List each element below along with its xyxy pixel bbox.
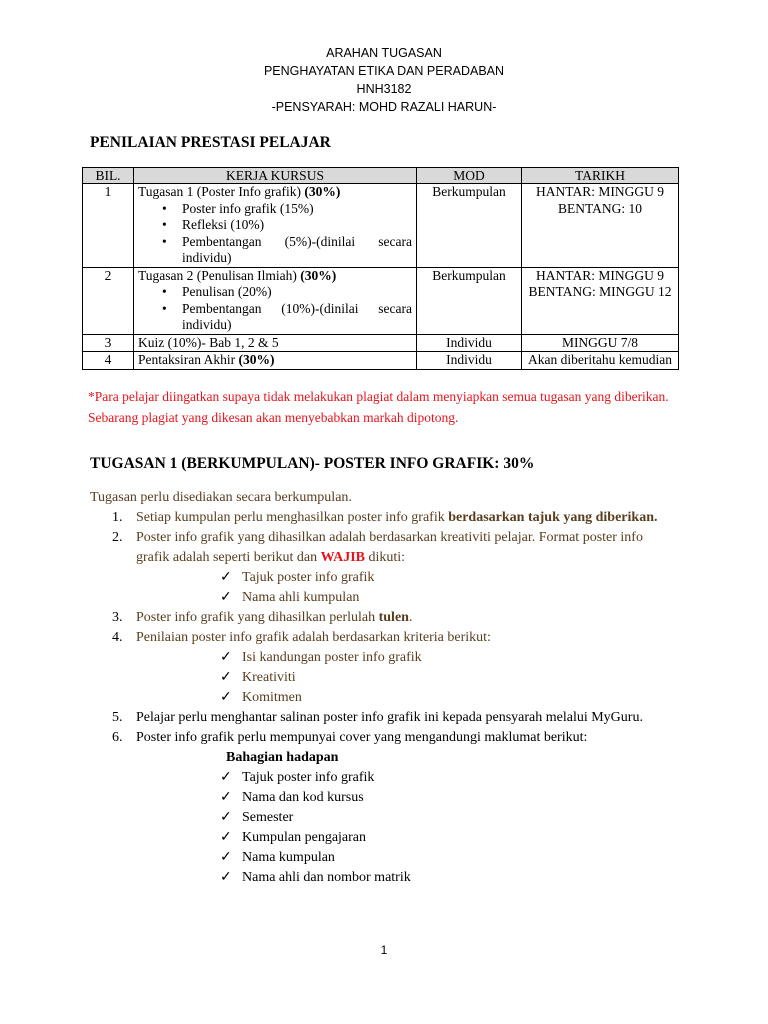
section-title-assessment: PENILAIAN PRESTASI PELAJAR [90,134,331,151]
cell-kerja-kursus [134,267,417,334]
cell-bil: 4 [83,352,134,370]
checkmark-icon: ✓ [220,590,232,605]
task-instructions [90,488,700,888]
cell-tarikh [522,267,679,334]
column-header-bil: BIL. [83,168,134,184]
check-text: Kreativiti [242,670,296,685]
wajib-label: WAJIB [320,550,366,565]
column-header-mod: MOD [417,168,522,184]
list-item: • Pembentangan (5%)-(dinilai secara [182,234,412,251]
header-course-name: PENGHAYATAN ETIKA DAN PERADABAN [263,64,505,78]
warning-line: *Para pelajar diingatkan supaya tidak melakukan plagiat dalam menyiapkan semua tugasan yang diberikan. [88,389,669,404]
checkmark-icon: ✓ [220,870,232,885]
item-number: 2. [112,530,123,545]
task-bullet-list [138,201,412,251]
list-item [90,688,700,708]
list-item [90,768,700,788]
task-bullet-list [138,284,412,317]
item-text: Setiap kumpulan perlu menghasilkan poster info grafik [136,510,449,525]
cover-checklist [90,768,700,888]
task-intro: Tugasan perlu disediakan secara berkumpulan. [90,490,352,505]
table-header-row [83,168,679,184]
cell-bil: 1 [83,184,134,268]
page-number: 1 [380,943,388,957]
plagiarism-warning [88,386,688,428]
list-item [90,508,700,528]
check-text: Nama ahli dan nombor matrik [242,870,411,885]
list-item [90,608,700,628]
task-title: Tugasan 2 (Penulisan Ilmiah) [138,267,301,283]
list-item: • Poster info grafik (15%) [182,201,412,218]
table-row [83,184,679,268]
cell-kerja-kursus: Kuiz (10%)- Bab 1, 2 & 5 [134,334,417,352]
cell-bil: 3 [83,334,134,352]
document-header [0,44,768,116]
list-item [90,668,700,688]
format-checklist [90,568,700,608]
task-weight: (30%) [238,352,275,367]
item-emphasis: berdasarkan tajuk yang diberikan. [448,510,658,525]
list-item: • Refleksi (10%) [182,217,412,234]
header-title: ARAHAN TUGASAN [326,46,442,60]
cell-mod: Berkumpulan [417,267,522,334]
list-item: • Pembentangan (10%)-(dinilai secara [182,301,412,318]
cell-tarikh [522,184,679,268]
item-number: 4. [112,630,123,645]
checkmark-icon: ✓ [220,650,232,665]
section-title-task1: TUGASAN 1 (BERKUMPULAN)- POSTER INFO GRAFIK: 30% [90,455,535,472]
instruction-list [90,508,700,568]
header-lecturer: -PENSYARAH: MOHD RAZALI HARUN- [271,100,497,114]
item-text: Poster info grafik perlu mempunyai cover yang mengandungi maklumat berikut: [136,730,588,745]
list-item [90,788,700,808]
item-text: Poster info grafik yang dihasilkan adalah berdasarkan kreativiti pelajar. Format poster info [136,530,643,545]
checkmark-icon: ✓ [220,810,232,825]
presentation-date: BENTANG: 10 [557,200,643,216]
item-emphasis: tulen [378,610,409,625]
list-item: • Penulisan (20%) [182,284,412,301]
list-item [90,808,700,828]
checkmark-icon: ✓ [220,670,232,685]
item-text-part: dikuti: [365,550,406,565]
item-text-end: . [408,610,413,625]
check-text: Nama kumpulan [242,850,335,865]
presentation-date: BENTANG: MINGGU 12 [528,284,672,299]
task-weight: (30%) [300,267,337,283]
checkmark-icon: ✓ [220,570,232,585]
cell-kerja-kursus [134,352,417,370]
check-text: Komitmen [242,690,302,705]
check-text: Isi kandungan poster info grafik [242,650,422,665]
table-row [83,352,679,370]
instruction-list [90,708,700,748]
cell-tarikh: Akan diberitahu kemudian [522,352,679,370]
item-number: 3. [112,610,123,625]
check-text: Nama ahli kumpulan [242,590,360,605]
submit-date: HANTAR: MINGGU 9 [536,184,664,199]
submit-date: HANTAR: MINGGU 9 [536,267,664,283]
list-item [90,628,700,648]
list-item [90,728,700,748]
cell-mod: Berkumpulan [417,184,522,268]
list-item [90,648,700,668]
list-item [90,848,700,868]
checkmark-icon: ✓ [220,770,232,785]
assessment-table [82,167,679,370]
item-text-part: grafik adalah seperti berikut dan [136,550,321,565]
item-text: Poster info grafik yang dihasilkan perlulah [136,610,379,625]
check-text: Tajuk poster info grafik [242,570,375,585]
table-row [83,267,679,334]
check-text: Tajuk poster info grafik [242,770,375,785]
item-text-continued [136,548,700,568]
cell-tarikh: MINGGU 7/8 [522,334,679,352]
list-item [90,828,700,848]
item-number: 6. [112,730,123,745]
checkmark-icon: ✓ [220,790,232,805]
task-title: Tugasan 1 (Poster Info grafik) [138,184,305,199]
list-item [90,868,700,888]
item-text: Penilaian poster info grafik adalah berdasarkan kriteria berikut: [136,630,491,645]
table-row [83,334,679,352]
item-number: 5. [112,710,123,725]
cell-bil: 2 [83,267,134,334]
list-item [90,568,700,588]
column-header-kerja-kursus: KERJA KURSUS [134,168,417,184]
column-header-tarikh: TARIKH [522,168,679,184]
list-item-continuation: individu) [182,317,232,332]
list-item [90,528,700,568]
checkmark-icon: ✓ [220,850,232,865]
instruction-list [90,608,700,648]
criteria-checklist [90,648,700,708]
item-number: 1. [112,510,123,525]
cover-front-heading: Bahagian hadapan [226,750,339,765]
list-item [90,588,700,608]
check-text: Nama dan kod kursus [242,790,364,805]
list-item [90,708,700,728]
header-course-code: HNH3182 [356,82,412,96]
cell-mod: Individu [417,334,522,352]
checkmark-icon: ✓ [220,690,232,705]
warning-line: Sebarang plagiat yang dikesan akan menyebabkan markah dipotong. [88,410,459,425]
checkmark-icon: ✓ [220,830,232,845]
check-text: Kumpulan pengajaran [242,830,367,845]
item-text: Pelajar perlu menghantar salinan poster info grafik ini kepada pensyarah melalui MyGuru. [136,710,643,725]
cell-kerja-kursus [134,184,417,268]
task-title: Pentaksiran Akhir [138,352,239,367]
task-weight: (30%) [304,184,341,199]
list-item-continuation: individu) [182,250,232,265]
check-text: Semester [242,810,294,825]
cell-mod: Individu [417,352,522,370]
